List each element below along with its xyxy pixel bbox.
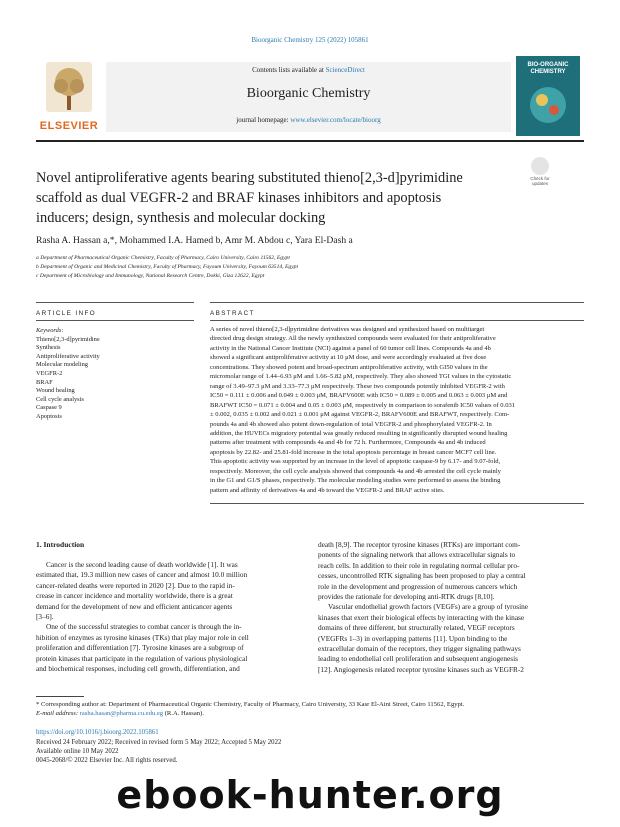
corresponding-author-note: * Corresponding author at: Department of Pharmaceutical Organic Chemistry, Faculty of Pharmacy, Cairo University, 33 Kasr El-Aini Street, Cairo 11562, Egypt. [36,701,465,708]
keyword: Wound healing [36,387,75,395]
divider [210,302,584,303]
abstract-line: IC50 = 0.111 ± 0.006 and 0.049 ± 0.003 μM, BRAFV600E with IC50 = 0.089 ± 0.005 and 0.063 ± 0.003 μM and [210,392,508,400]
keyword: Synthesis [36,344,61,352]
cover-art-icon [524,80,572,130]
check-updates-label: Check for updates [530,176,550,186]
email-label: E-mail address: [36,710,80,717]
abstract-line: This apoptotic activity was supported by an increase in the level of apoptotic caspase-9 by 6.17- and 9.07-fold, [210,458,501,466]
intro-left-column [36,560,306,674]
keyword: Cell cycle analysis [36,395,84,403]
homepage-link[interactable]: www.elsevier.com/locate/bioorg [290,116,381,124]
intro-line: leading to endothelial cell proliferation and subsequent angiogenesis [318,654,518,664]
keyword: Apoptosis [36,412,62,420]
divider [210,320,584,321]
article-info-heading: ARTICLE INFO [36,310,97,317]
intro-line: ponents of the signaling network that allows extracellular signals to [318,550,516,560]
check-updates-icon [531,157,549,175]
abstract-line: pattern and affinity of derivatives 4a and 4b toward the VEGFR-2 and BRAF active sites. [210,486,445,494]
affiliation: b Department of Organic and Medicinal Chemistry, Faculty of Pharmacy, Fayoum University, Fayoum 63514, Egypt [36,264,299,270]
title-line: inducers; design, synthesis and molecular docking [36,210,326,226]
keyword: Molecular modeling [36,361,88,369]
divider [36,320,194,321]
received-dates: Received 24 February 2022; Received in revised form 5 May 2022; Accepted 5 May 2022 [36,739,282,746]
intro-line: [3–6]. [36,612,54,622]
abstract-line: patterns after treatment with compounds 4a and 4b for 72 h. Furthermore, Compounds 4a and 4b induced [210,439,486,447]
intro-line: estimated that, 19.3 million new cases of cancer and almost 10.0 million [36,570,248,580]
abstract-line: in the G1 and G1/S phases, respectively. The molecular modeling studies were performed to assess the binding [210,477,501,485]
email-line [36,709,584,718]
intro-line: kinases that exert their biological effects by interacting with the kinase [318,612,525,622]
email-suffix: (R.A. Hassan). [163,710,204,717]
copyright: 0045-2068/© 2022 Elsevier Inc. All rights reserved. [36,757,178,764]
journal-citation[interactable]: Bioorganic Chemistry 125 (2022) 105861 [251,36,369,44]
contents-prefix: Contents lists available at [252,66,326,74]
article-title [36,168,536,228]
intro-line: death [8,9]. The receptor tyrosine kinases (RTKs) are important com- [318,540,521,549]
abstract-line: A series of novel thieno[2,3-d]pyrimidine derivatives was designed and synthesized based on multitarget [210,326,485,333]
intro-right-column [318,540,584,675]
intro-line: domains of three different, but structurally related, VEGF receptors [318,623,515,633]
keywords-label: Keywords: [36,327,64,334]
divider [210,503,584,504]
email-link[interactable]: rasha.hasan@pharma.cu.edu.eg [79,710,164,717]
abstract-line: apoptosis by 22.82- and 25.81-fold increase in the total apoptosis percentage in breast cancer MCF7 cell line. [210,448,497,456]
abstract-line: micromolar range of 1.44–6.93 μM and 1.66–5.82 μM, respectively. They also showed TGI values in the cytostatic [210,373,512,381]
intro-line: cesses, uncontrolled RTK signaling has been proposed to play a central [318,571,526,581]
abstract-line: concentrations. They showed potent and broad-spectrum antiproliferative activity, with GI50 values in the [210,363,488,371]
intro-line: crease in cancer incidence and mortality worldwide, there is a great [36,591,233,601]
intro-heading: 1. Introduction [36,540,85,549]
abstract-line: respectively. Moreover, the cell cycle analysis showed that compounds 4a and 4b arrested the cell cycle mainly [210,467,501,475]
publisher-name: ELSEVIER [39,120,99,132]
intro-line: protein kinases that participate in the regulation of various physiological [36,653,248,663]
elsevier-tree-icon [46,62,92,112]
keyword: Caspase 9 [36,404,62,412]
intro-line: reach cells. In addition to their role in regulating normal cellular pro- [318,560,520,570]
abstract-line: directed drug design strategy. All the newly synthesized compounds were evaluated for their antiproliferative [210,335,496,343]
intro-line: demand for the development of new and efficient anticancer agents [36,601,233,611]
abstract-line: addition, the HUVECs migratory potential was greatly reduced resulting in significantly disrupted wound healing [210,429,508,437]
abstract-line: showed a significant antiproliferative activity at 10 μM dose, and were accordingly evaluated at five dose [210,354,487,362]
affiliation: a Department of Pharmaceutical Organic Chemistry, Faculty of Pharmacy, Cairo University, Cairo 11562, Egypt [36,255,290,261]
intro-line: One of the successful strategies to combat cancer is through the in- [46,622,242,632]
contents-line [106,66,511,74]
intro-line: cancer-related deaths were reported in 2020 [2]. Due to the rapid in- [36,580,235,590]
available-online: Available online 10 May 2022 [36,748,119,755]
keyword: VEGFR-2 [36,369,63,377]
abstract-line: pounds 4a and 4b showed also potent down-regulation of total VEGFR-2 and phosphorylated VEGFR-2. In [210,420,492,428]
footnote-rule [36,696,84,697]
abstract-heading: ABSTRACT [210,310,255,317]
divider [36,302,194,303]
intro-line: role in the development and progression of numerous cancers which [318,581,518,591]
abstract-body [210,325,584,495]
intro-line: provides the rationale for developing anti-RTK drugs [8,10]. [318,592,495,602]
sciencedirect-link[interactable]: ScienceDirect [325,66,365,74]
journal-name: Bioorganic Chemistry [246,86,371,101]
check-for-updates-badge[interactable] [525,157,555,193]
keyword: BRAF [36,378,53,386]
intro-line: [12]. Angiogenesis related receptor tyrosine kinases such as VEGFR-2 [318,664,524,674]
author-list[interactable]: Rasha A. Hassan a,*, Mohammed I.A. Hamed b, Amr M. Abdou c, Yara El-Dash a [36,235,353,246]
keyword: Antiproliferative activity [36,352,100,360]
abstract-line: ± 0.002, 0.035 ± 0.002 and 0.021 ± 0.001 μM against VEGFR-2, BRAFV600E and BRAFWT, respectively. Com- [210,411,510,419]
intro-line: Cancer is the second leading cause of death worldwide [1]. It was [46,560,238,569]
abstract-line: BRAFWT IC50 = 0.071 ± 0.004 and 0.05 ± 0.003 μM, respectively in comparison to sorafenib IC50 values of 0.031 [210,401,516,409]
journal-cover[interactable] [516,56,580,136]
title-line: Novel antiproliferative agents bearing substituted thieno[2,3-d]pyrimidine [36,170,463,186]
intro-line: and biochemical responses, including cell growth, differentiation, and [36,664,240,674]
keyword: Thieno[2,3-d]pyrimidine [36,335,100,343]
affiliation: c Department of Microbiology and Immunology, National Research Centre, Dokki, Giza 12622, Egypt [36,273,265,279]
abstract-line: activity in the National Cancer Institute (NCI) against a panel of 60 tumor cell lines. Compounds 4a and 4b [210,344,491,352]
intro-line: hibition of enzymes as tyrosine kinases (TKs) that play major role in cell [36,632,249,642]
title-line: scaffold as dual VEGFR-2 and BRAF kinases inhibitors and apoptosis [36,190,442,206]
abstract-line: range of 3.49–97.3 μM and 3.33–77.3 μM respectively. These two compounds potently inhibited VEGFR-2 with [210,382,505,390]
homepage-prefix: journal homepage: [236,116,291,124]
intro-line: Vascular endothelial growth factors (VEGFs) are a group of tyrosine [328,602,528,612]
cover-title: BIO-ORGANIC CHEMISTRY [527,62,569,75]
watermark: ebook-hunter.org [116,773,504,817]
intro-line: proliferation and differentiation [7]. Tyrosine kinases are a subgroup of [36,643,244,653]
intro-line: (VEGFRs 1–3) in overlapping patterns [11]. Upon binding to the [318,633,508,643]
intro-line: extracellular domain of the receptors, they trigger signaling pathways [318,644,521,654]
footnote [36,700,584,718]
journal-header [36,56,584,140]
header-rule [36,140,584,142]
keywords-list [36,327,100,422]
elsevier-logo [36,60,102,132]
homepage-line [106,116,511,124]
doi-link[interactable]: https://doi.org/10.1016/j.bioorg.2022.105861 [36,729,159,736]
